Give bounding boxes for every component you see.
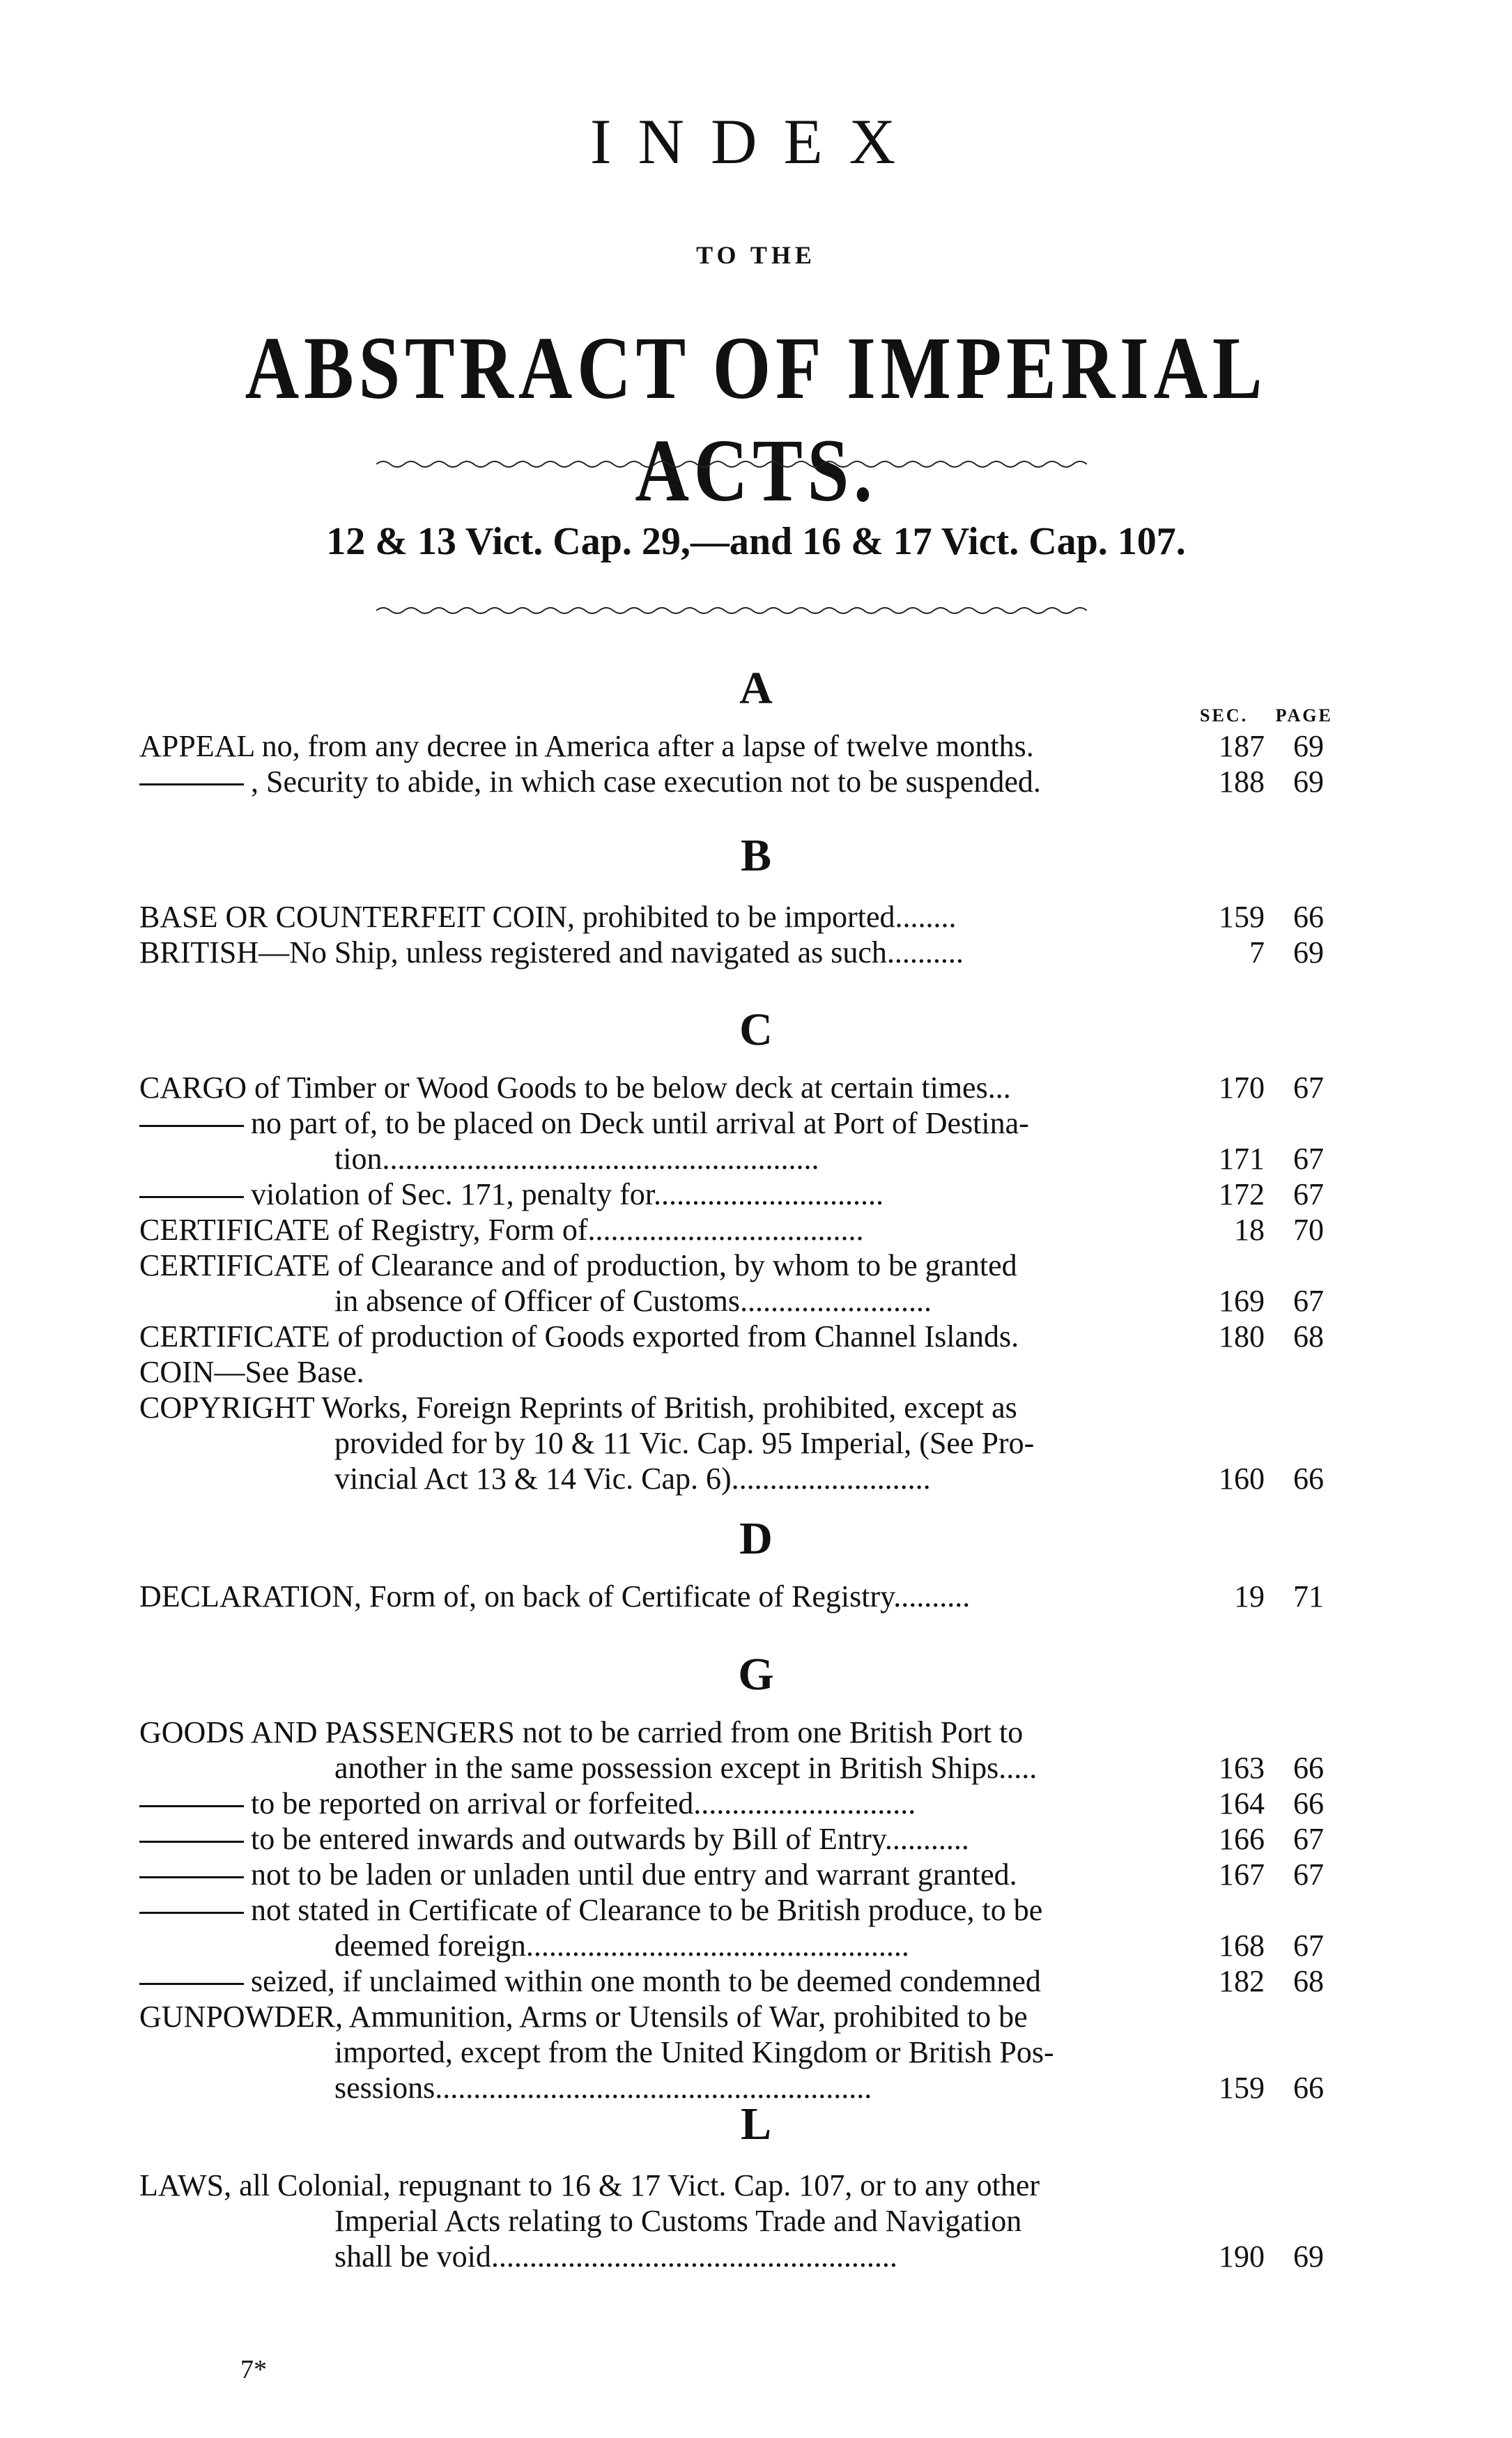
index-entry-continuation: imported, except from the United Kingdom or British Pos-	[334, 2035, 1054, 2069]
index-entry-continuation: vincial Act 13 & 14 Vic. Cap. 6).......................... 160 66	[334, 1462, 1324, 1496]
section-a-entries	[139, 728, 1324, 799]
index-entry-continuation: another in the same possession except in British Ships..... 163 66	[334, 1751, 1324, 1785]
index-entry: , Security to abide, in which case execution not to be suspended. 188 69	[139, 764, 1289, 799]
index-entry: CERTIFICATE of Clearance and of production, by whom to be granted	[139, 1248, 1017, 1282]
index-entry: no part of, to be placed on Deck until arrival at Port of Destina-	[139, 1105, 1289, 1141]
index-entry: BRITISH—No Ship, unless registered and navigated as such.......... 7 69	[139, 935, 1324, 969]
section-l-entries	[139, 2168, 1324, 2274]
ditto-dash	[139, 1841, 244, 1843]
index-entry: LAWS, all Colonial, repugnant to 16 & 17 Vict. Cap. 107, or to any other	[139, 2168, 1040, 2202]
section-letter-d: D	[739, 1513, 773, 1564]
index-entry: GOODS AND PASSENGERS not to be carried from one British Port to	[139, 1715, 1024, 1749]
index-entry: COPYRIGHT Works, Foreign Reprints of British, prohibited, except as	[139, 1390, 1017, 1425]
page-column-header: PAGE	[1275, 705, 1333, 726]
index-entry: to be entered inwards and outwards by Bill of Entry........... 166 67	[139, 1821, 1289, 1857]
sec-column-header: SEC.	[1200, 705, 1249, 726]
index-entry: not stated in Certificate of Clearance to be British produce, to be	[139, 1892, 1289, 1928]
index-entry-continuation: provided for by 10 & 11 Vic. Cap. 95 Imperial, (See Pro-	[334, 1426, 1035, 1460]
index-entry-continuation: shall be void..................................................... 190 69	[334, 2239, 1324, 2274]
section-letter-g: G	[738, 1649, 774, 1700]
index-entry: violation of Sec. 171, penalty for.............................. 172 67	[139, 1176, 1289, 1212]
index-entry: not to be laden or unladen until due entry and warrant granted. 167 67	[139, 1857, 1289, 1892]
signature-mark: 7*	[240, 2355, 267, 2384]
index-entry: CARGO of Timber or Wood Goods to be below deck at certain times... 170 67	[139, 1071, 1324, 1105]
ditto-dash	[139, 1125, 244, 1127]
page-subheading: TO THE	[696, 241, 816, 269]
act-reference: 12 & 13 Vict. Cap. 29,—and 16 & 17 Vict. Cap. 107.	[326, 520, 1186, 563]
wavy-rule-top	[376, 457, 1087, 472]
ditto-dash	[139, 1196, 244, 1198]
index-entry-continuation: in absence of Officer of Customs......................... 169 67	[334, 1284, 1324, 1318]
index-entry: CERTIFICATE of production of Goods exported from Channel Islands. 180 68	[139, 1319, 1324, 1354]
ditto-dash	[139, 1983, 244, 1985]
index-entry: CERTIFICATE of Registry, Form of.................................... 18 70	[139, 1213, 1324, 1247]
column-headers	[1200, 705, 1367, 726]
section-letter-b: B	[740, 830, 772, 881]
index-entry-continuation: deemed foreign.................................................. 168 67	[334, 1929, 1324, 1963]
index-entry-continuation: tion......................................................... 171 67	[334, 1142, 1324, 1176]
ditto-dash	[139, 1912, 244, 1914]
section-letter-c: C	[739, 1004, 773, 1055]
index-entry: COIN—See Base.	[139, 1355, 364, 1389]
section-d-entries	[139, 1579, 1324, 1614]
section-c-entries	[139, 1070, 1324, 1496]
wavy-rule-bottom	[376, 603, 1087, 618]
index-entry: seized, if unclaimed within one month to be deemed condemned 182 68	[139, 1963, 1289, 1999]
section-g-entries	[139, 1715, 1324, 2106]
section-letter-a: A	[739, 663, 773, 714]
index-entry-continuation: Imperial Acts relating to Customs Trade and Navigation	[334, 2204, 1022, 2238]
index-entry: APPEAL no, from any decree in America after a lapse of twelve months. 187 69	[139, 729, 1324, 763]
index-entry: GUNPOWDER, Ammunition, Arms or Utensils of War, prohibited to be	[139, 2000, 1028, 2034]
index-entry-continuation: sessions......................................................... 159 66	[334, 2071, 1324, 2105]
ditto-dash	[139, 783, 244, 785]
index-entry: DECLARATION, Form of, on back of Certificate of Registry.......... 19 71	[139, 1579, 1324, 1613]
index-entry: BASE OR COUNTERFEIT COIN, prohibited to be imported........ 159 66	[139, 900, 1324, 934]
section-b-entries	[139, 899, 1324, 970]
page-title: INDEX	[589, 106, 923, 177]
section-letter-l: L	[740, 2099, 772, 2149]
main-title: ABSTRACT OF IMPERIAL ACTS.	[245, 319, 1267, 520]
ditto-dash	[139, 1876, 244, 1878]
ditto-dash	[139, 1805, 244, 1807]
index-entry: to be reported on arrival or forfeited............................. 164 66	[139, 1786, 1289, 1821]
